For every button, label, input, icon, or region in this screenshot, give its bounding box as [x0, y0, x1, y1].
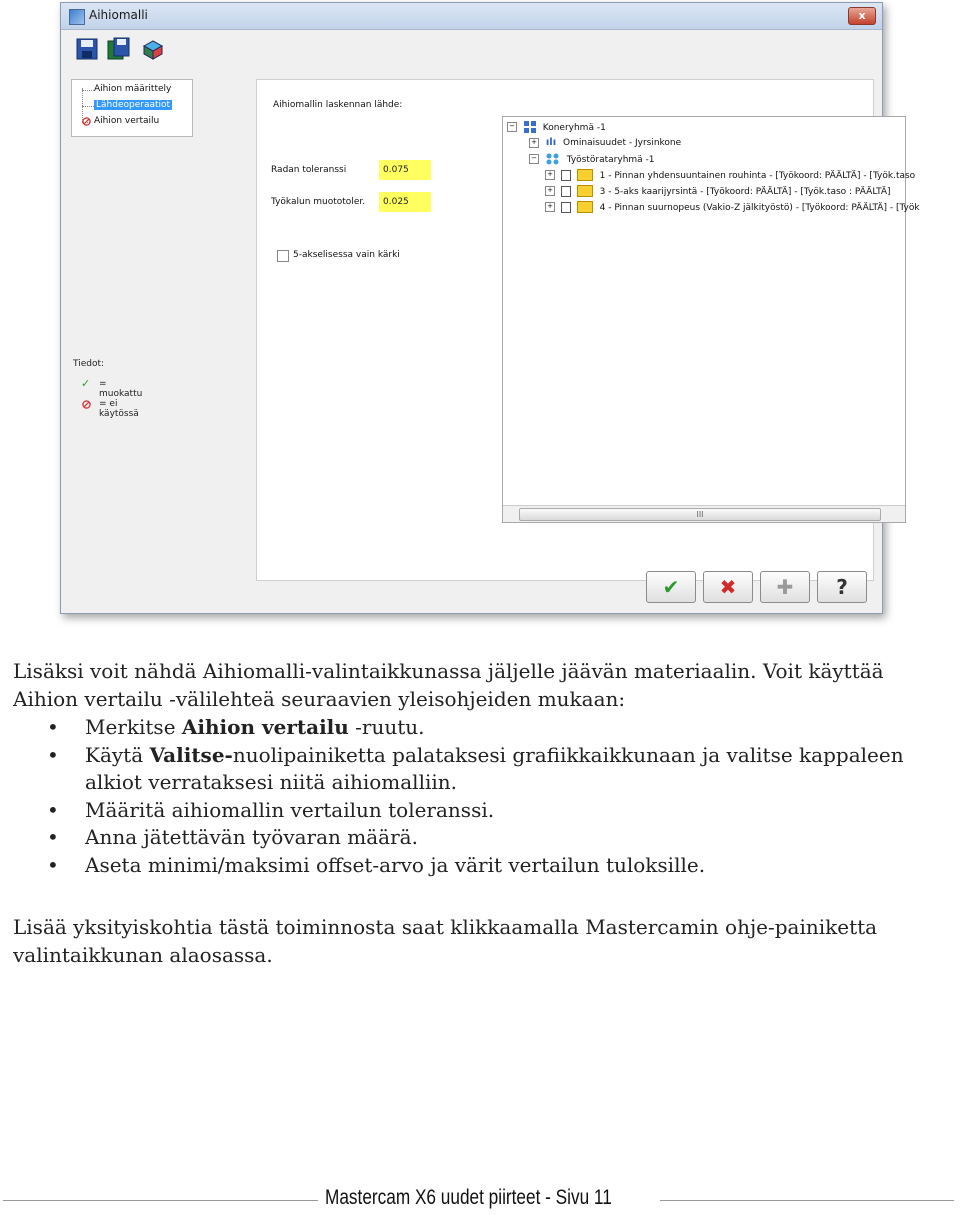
footer-rule-right [660, 1200, 954, 1201]
close-button[interactable]: x [848, 7, 876, 25]
tree-node-label: 4 - Pinnan suurnopeus (Vakio-Z jälkityöstö) - [Työkoord: PÄÄLTÄ] - [Työk [599, 202, 920, 213]
path-tolerance-label: Radan toleranssi [271, 165, 347, 175]
footer-rule-left [3, 1200, 318, 1201]
checkbox-icon[interactable] [561, 186, 571, 197]
folder-icon [577, 185, 593, 197]
tip-only-checkbox[interactable] [277, 250, 289, 262]
properties-icon: ılı [545, 137, 557, 148]
title-bar [61, 3, 882, 30]
nav-item-stock-compare[interactable] [78, 116, 159, 126]
form-heading: Aihiomallin laskennan lähde: [273, 100, 403, 110]
machine-group-icon [524, 121, 536, 133]
stock-model-icon[interactable] [141, 37, 165, 61]
legend [73, 359, 143, 419]
intro-paragraph: Lisäksi voit nähdä Aihiomalli-valintaikkunassa jäljelle jäävän materiaalin. Voit käyttää Aihion vertailu -välilehteä seuraavien yleisohjeiden mukaan: [13, 659, 884, 711]
nav-item-stock-definition[interactable] [78, 84, 171, 94]
save-icon[interactable] [75, 37, 99, 61]
ok-button[interactable]: ✔ [646, 571, 696, 603]
not-used-icon [82, 117, 91, 126]
folder-icon [577, 169, 593, 181]
checkbox-icon[interactable] [561, 170, 571, 181]
tree-node-properties[interactable]: + ılı Ominaisuudet - Jyrsinkone [529, 137, 681, 148]
tree-node-label: Koneryhmä -1 [542, 122, 606, 133]
legend-label: = muokattu [99, 379, 143, 399]
list-item: • Määritä aihiomallin vertailun toleranssi. [85, 797, 935, 825]
tree-node-operation[interactable]: + 4 - Pinnan suurnopeus (Vakio-Z jälkityöstö) - [Työkoord: PÄÄLTÄ] - [Työk [545, 201, 920, 213]
nav-item-label: Lähdeoperaatiot [96, 100, 171, 110]
help-button[interactable]: ? [817, 571, 867, 603]
tree-node-machine-group[interactable]: − Koneryhmä -1 [507, 121, 606, 133]
left-panel [71, 79, 253, 579]
check-icon: ✓ [81, 377, 91, 390]
legend-label: = ei käytössä [99, 399, 139, 419]
checkbox-icon[interactable] [561, 202, 571, 213]
list-item: • Merkitse Aihion vertailu -ruutu. [85, 714, 935, 742]
nav-tree [71, 79, 193, 137]
legend-item-modified [73, 377, 143, 399]
source-operations-page [256, 79, 920, 581]
nav-item-label: Aihion määrittely [94, 84, 172, 94]
app-icon [69, 9, 85, 25]
path-tolerance-input[interactable]: 0.075 [379, 160, 431, 180]
list-item: • Anna jätettävän työvaran määrä. [85, 824, 935, 852]
tree-node-operation[interactable]: + 1 - Pinnan yhdensuuntainen rouhinta - [Työkoord: PÄÄLTÄ] - [Työk.taso [545, 169, 915, 181]
operations-tree [502, 116, 920, 523]
outro-paragraph: Lisää yksityiskohtia tästä toiminnosta saat klikkaamalla Mastercamin ohje-painiketta valintaikkunan alaosassa. [13, 915, 878, 967]
tree-node-label: Työstörataryhmä -1 [566, 154, 655, 165]
tree-node-label: 1 - Pinnan yhdensuuntainen rouhinta - [Työkoord: PÄÄLTÄ] - [Työk.taso [599, 170, 916, 181]
save-all-icon[interactable] [107, 37, 131, 61]
tree-node-toolpath-group[interactable]: − Työstörataryhmä -1 [529, 153, 655, 165]
legend-heading: Tiedot: [73, 359, 105, 369]
add-button[interactable]: ✚ [760, 571, 810, 603]
cancel-button[interactable]: ✖ [703, 571, 753, 603]
tree-node-label: 3 - 5-aks kaarijyrsintä - [Työkoord: PÄÄLTÄ] - [Työk.taso : PÄÄLTÄ] [599, 186, 891, 197]
not-used-icon [82, 400, 91, 409]
legend-item-not-used [73, 399, 139, 419]
toolpath-group-icon [546, 153, 560, 165]
page-footer: Mastercam X6 uudet piirteet - Sivu 11 [325, 1186, 612, 1209]
tree-node-operation[interactable]: + 3 - 5-aks kaarijyrsintä - [Työkoord: PÄÄLTÄ] - [Työk.taso : PÄÄLTÄ] [545, 185, 891, 197]
nav-item-label: Aihion vertailu [94, 116, 160, 126]
scrollbar-thumb[interactable]: III [519, 508, 881, 521]
list-item: • Käytä Valitse-nuolipainiketta palataksesi grafiikkaikkunaan ja valitse kappaleen alkiot verrataksesi niitä aihiomalliin. [85, 742, 935, 797]
tool-shape-tolerance-label: Työkalun muototoler. [271, 197, 366, 207]
dialog-title: Aihiomalli [89, 8, 148, 22]
horizontal-scrollbar[interactable] [503, 505, 905, 522]
instruction-list [85, 714, 935, 879]
tool-shape-tolerance-input[interactable]: 0.025 [379, 192, 431, 212]
tip-only-label: 5-akselisessa vain kärki [293, 250, 400, 260]
nav-item-source-operations[interactable] [78, 100, 172, 110]
list-item: • Aseta minimi/maksimi offset-arvo ja värit vertailun tuloksille. [85, 852, 935, 880]
stock-model-dialog [60, 2, 920, 614]
tree-node-label: Ominaisuudet - Jyrsinkone [563, 138, 682, 148]
folder-icon [577, 201, 593, 213]
